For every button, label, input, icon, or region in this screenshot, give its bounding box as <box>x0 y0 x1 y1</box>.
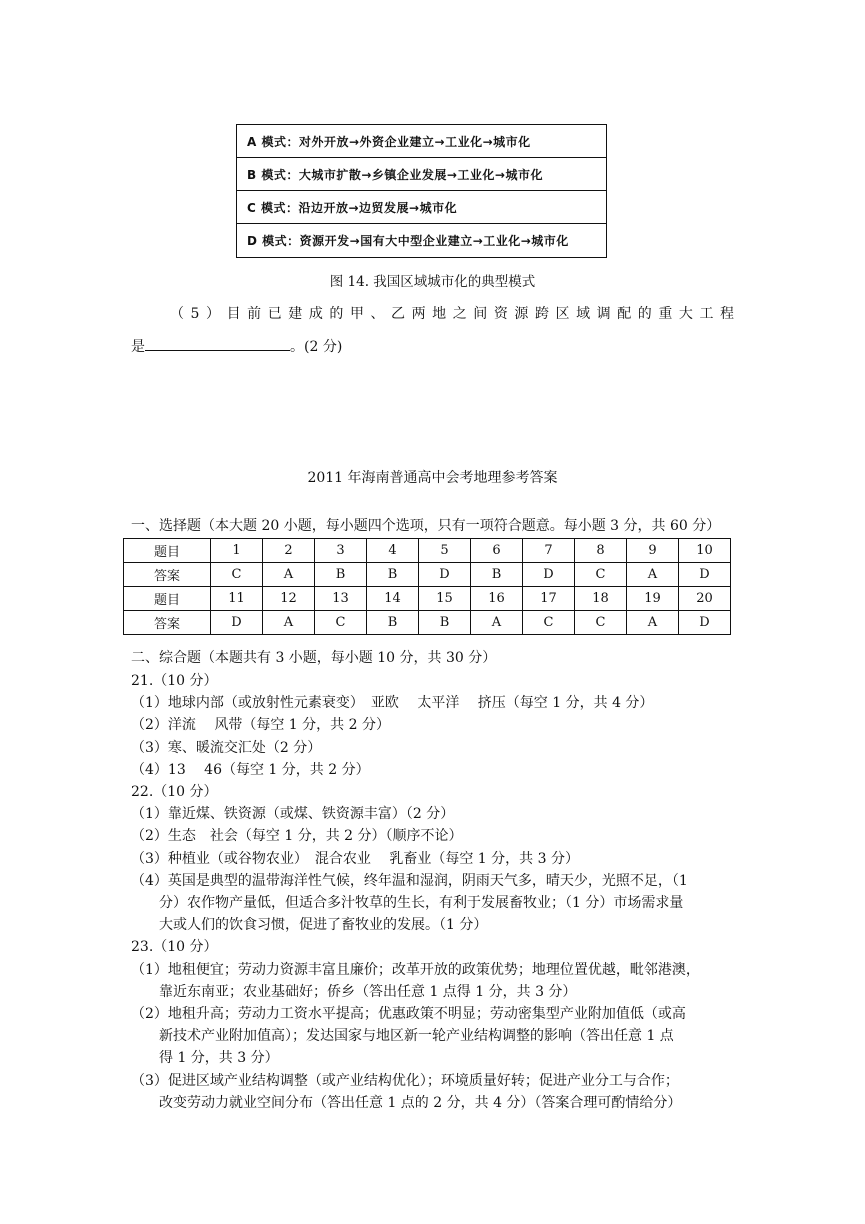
table-cell: C <box>315 611 367 635</box>
answer-line: 23.（10 分） <box>131 939 218 956</box>
table-cell: C <box>575 611 627 635</box>
table-cell: 8 <box>575 539 627 563</box>
table-cell: B <box>367 611 419 635</box>
table-cell: B <box>419 611 471 635</box>
table-cell: B <box>471 563 523 587</box>
answer-line: （3）促进区域产业结构调整（或产业结构优化）；环境质量好转；促进产业分工与合作； <box>131 1072 679 1089</box>
answer-line: （3）种植业（或谷物农业） 混合农业 乳畜业（每空 1 分，共 3 分） <box>131 850 579 867</box>
table-cell: B <box>367 563 419 587</box>
table-cell: 11 <box>211 587 263 611</box>
answer-line: 新技术产业附加值高）；发达国家与地区新一轮产业结构调整的影响（答出任意 1 点 <box>131 1028 674 1045</box>
answer-line: 大或人们的饮食习惯，促进了畜牧业的发展。（1 分） <box>131 917 488 934</box>
urbanization-modes-box <box>236 124 607 258</box>
table-cell: 18 <box>575 587 627 611</box>
table-cell: 7 <box>523 539 575 563</box>
table-cell: C <box>211 563 263 587</box>
table-row-header: 答案 <box>124 611 211 635</box>
table-cell: 9 <box>627 539 679 563</box>
table-cell: 19 <box>627 587 679 611</box>
question-5-answer-line <box>131 336 342 356</box>
mode-c: C 模式：沿边开放→边贸发展→城市化 <box>237 191 606 224</box>
table-cell: 14 <box>367 587 419 611</box>
table-row <box>124 563 731 587</box>
table-cell: 12 <box>263 587 315 611</box>
answer-line: （1）靠近煤、铁资源（或煤、铁资源丰富）（2 分） <box>131 806 455 823</box>
answer-line: 靠近东南亚；农业基础好；侨乡（答出任意 1 点得 1 分，共 3 分） <box>131 983 577 1000</box>
table-cell: A <box>627 611 679 635</box>
question-5-text: （5）目前已建成的甲、乙两地之间资源跨区域调配的重大工程 <box>170 306 740 322</box>
table-cell: A <box>471 611 523 635</box>
mode-d: D 模式：资源开发→国有大中型企业建立→工业化→城市化 <box>247 234 569 248</box>
answer-line: （1）地租便宜；劳动力资源丰富且廉价；改革开放的政策优势；地理位置优越，毗邻港澳， <box>131 961 700 978</box>
answer-line: （4）英国是典型的温带海洋性气候，终年温和湿润，阴雨天气多，晴天少，光照不足，（1 <box>131 872 688 889</box>
answer-line: 21.（10 分） <box>131 673 218 689</box>
question-5-suffix: 。(2 分) <box>290 339 343 355</box>
section-2-heading: 二、综合题（本题共有 3 小题，每小题 10 分，共 30 分） <box>131 650 497 666</box>
answer-line: （4）13 46（每空 1 分，共 2 分） <box>131 761 370 778</box>
table-cell: 2 <box>263 539 315 563</box>
table-cell: C <box>523 611 575 635</box>
table-cell: 5 <box>419 539 471 563</box>
answer-line: （1）地球内部（或放射性元素衰变） 亚欧 太平洋 挤压（每空 1 分，共 4 分） <box>131 695 654 712</box>
answer-table <box>123 538 731 635</box>
table-row <box>124 587 731 611</box>
table-row-header: 题目 <box>124 539 211 563</box>
answer-line: （3）寒、暖流交汇处（2 分） <box>131 739 322 756</box>
table-row <box>124 611 731 635</box>
table-cell: 13 <box>315 587 367 611</box>
table-row-header: 题目 <box>124 587 211 611</box>
mode-a: A 模式：对外开放→外资企业建立→工业化→城市化 <box>237 125 606 158</box>
table-cell: A <box>263 611 315 635</box>
table-cell: D <box>419 563 471 587</box>
table-cell: 15 <box>419 587 471 611</box>
table-cell: 17 <box>523 587 575 611</box>
answer-blank[interactable] <box>145 336 290 351</box>
table-cell: D <box>679 563 731 587</box>
answer-line: （2）洋流 风带（每空 1 分，共 2 分） <box>131 717 390 734</box>
table-cell: D <box>679 611 731 635</box>
table-cell: D <box>211 611 263 635</box>
table-cell: C <box>575 563 627 587</box>
table-cell: 6 <box>471 539 523 563</box>
figure-caption: 图 14. 我国区域城市化的典型模式 <box>329 274 536 290</box>
table-cell: 10 <box>679 539 731 563</box>
table-row-header: 答案 <box>124 563 211 587</box>
answer-key-title: 2011 年海南普通高中会考地理参考答案 <box>307 470 558 486</box>
question-5-prefix: 是 <box>131 339 145 355</box>
section-1-heading: 一、选择题（本大题 20 小题，每小题四个选项，只有一项符合题意。每小题 3 分，共 60 分） <box>131 518 721 534</box>
table-cell: 1 <box>211 539 263 563</box>
answer-line: 22.（10 分） <box>131 784 218 800</box>
table-cell: 3 <box>315 539 367 563</box>
answer-line: （2）地租升高；劳动力工资水平提高；优惠政策不明显；劳动密集型产业附加值低（或高 <box>131 1006 686 1022</box>
table-cell: A <box>263 563 315 587</box>
table-cell: 20 <box>679 587 731 611</box>
table-row <box>124 539 731 563</box>
answer-line: （2）生态 社会（每空 1 分，共 2 分）（顺序不论） <box>131 828 463 845</box>
table-cell: A <box>627 563 679 587</box>
answer-line: 改变劳动力就业空间分布（答出任意 1 点的 2 分，共 4 分）（答案合理可酌情给分） <box>131 1094 682 1111</box>
table-cell: 16 <box>471 587 523 611</box>
answer-line: 分）农作物产量低，但适合多汁牧草的生长，有利于发展畜牧业；（1 分）市场需求量 <box>131 895 684 911</box>
mode-b: B 模式：大城市扩散→乡镇企业发展→工业化→城市化 <box>237 158 606 191</box>
table-cell: D <box>523 563 575 587</box>
answer-line: 得 1 分，共 3 分） <box>131 1050 279 1067</box>
table-cell: 4 <box>367 539 419 563</box>
table-cell: B <box>315 563 367 587</box>
